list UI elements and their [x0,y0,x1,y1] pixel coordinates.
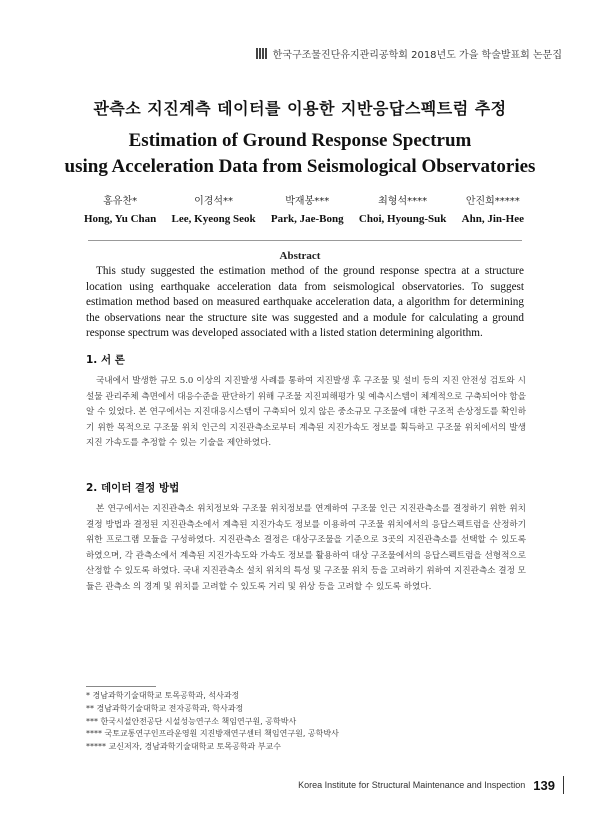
korean-title: 관측소 지진계측 데이터를 이용한 지반응답스펙트럼 추정 [93,99,507,118]
author-english-name: Park, Jae-Bong [270,213,344,225]
author-korean-name: 최형석**** [378,196,428,207]
footnote: **** 국토교통연구인프라운영원 지진방재연구센터 책임연구원, 공학박사 [86,729,339,739]
abstract-heading: Abstract [279,250,321,262]
footnote: ** 경남과학기술대학교 전자공학과, 학사과정 [86,703,244,713]
footnote: ***** 교신저자, 경남과학기술대학교 토목공학과 부교수 [86,742,282,752]
running-header [256,46,562,61]
footnote-list [86,690,339,754]
page-footer [298,776,564,794]
footer-institute: Korea Institute for Structural Maintenance and Inspection [298,780,526,790]
author-english-name: Hong, Yu Chan [84,213,157,225]
author [359,192,446,225]
author-korean-name: 안진희***** [465,196,520,207]
author-english-name: Lee, Kyeong Seok [171,213,256,225]
author [462,192,524,225]
footnote: * 경남과학기술대학교 토목공학과, 석사과정 [86,691,240,700]
author-divider [88,240,522,241]
abstract-text: This study suggested the estimation method of the ground response spectra at a structure location using earthquake acceleration data from seismological observatories. To suggest estimation method based on measured earthquake acceleration data, a algorithm for determining the observations near the structure site was suggested and a module for calculating a ground response spectrum was developed associated with a listed station determining algorithm. [86,265,524,340]
footnote-divider [86,686,156,687]
author-english-name: Choi, Hyoung-Suk [358,213,447,225]
english-title [0,128,600,180]
journal-name: 한국구조물진단유지관리공학회 2018년도 가을 학술발표회 논문집 [272,50,562,61]
author [271,192,344,225]
english-title-line-1: Estimation of Ground Response Spectrum [128,130,472,151]
section-heading-data-method: 2. 데이터 결정 방법 [86,482,180,494]
section-text-data-method: 본 연구에서는 지진관측소 위치정보와 구조물 위치정보를 연계하여 구조물 인근 지진관측소를 결정하기 위한 위치결정 방법과 결정된 지진관측소에서 계측된 지진가속도 정보를 이용하여 구조물 위치에서의 응답스펙트럼을 산정하기 위한 프로그램 모듈을 구성하였다. 지진관측소 결정은 대상구조물을 기준으로 3곳의 지진관측소를 선택할 수 있도록 하였으며, 각 관측소에서 계측된 지진가속도와 가속도 정보를 활용하여 대상 구조물에서의 응답스펙트럼을 선형적으로 산정할 수 있도록 하였다. 국내 지진관측소 설치 위치의 특성 및 구조물 위치 등을 고려하기 위하여 지진관측소 결정 모듈은 관측소 의 경계 및 위치를 고려할 수 있도록 거리 및 위상 등을 고려할 수 있도록 하였다. [86,504,526,592]
footer-separator [563,776,564,794]
author-korean-name: 홍유찬* [103,196,138,207]
author [84,192,156,225]
section-heading-introduction: 1. 서 론 [86,354,125,366]
footnote: *** 한국시설안전공단 시설성능연구소 책임연구원, 공학박사 [86,716,297,726]
author-korean-name: 이경석** [194,196,234,207]
author-korean-name: 박재봉*** [285,196,330,207]
english-title-line-2: using Acceleration Data from Seismological Observatories [64,156,536,177]
page-number: 139 [533,777,555,793]
section-text-introduction: 국내에서 발생한 규모 5.0 이상의 지진발생 사례를 통하여 지진발생 후 구조물 및 설비 등의 지진 안전성 검토와 시설물 관리주체 측면에서 대응수준을 판단하기 위해 구조물 지진피해평가 및 예측시스템이 체계적으로 구축되어야 함을 알 수 있었다. 본 연구에서는 지진대응시스템이 구축되어 있지 않은 중소규모 구조물에 대한 구조적 손상정도를 확인하기 위한 목적으로 구조물 위치 인근의 지진관측소로부터 계측된 지진가속도 정보를 획득하고 구조물 위치에서의 발생 지진 가속도를 추정할 수 있는 기술을 제안하였다. [86,376,526,449]
journal-logo-icon [256,48,267,59]
author-list [84,192,524,225]
author [172,192,256,225]
author-english-name: Ahn, Jin-Hee [461,213,524,225]
